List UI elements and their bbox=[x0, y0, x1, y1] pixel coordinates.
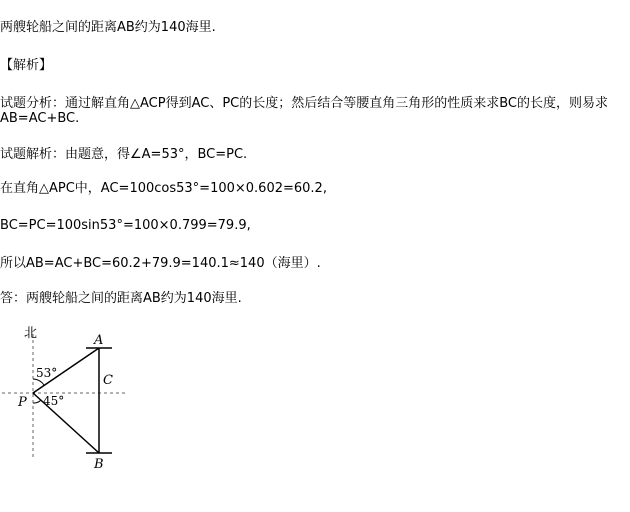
point-c-label: C bbox=[103, 373, 113, 388]
answer-line: 答：两艘轮船之间的距离AB约为140海里. bbox=[0, 291, 242, 306]
north-label: 北 bbox=[24, 326, 38, 341]
angle-45-label: 45° bbox=[43, 394, 65, 408]
analysis-heading: 【解析】 bbox=[0, 58, 53, 73]
geometry-figure bbox=[0, 318, 160, 478]
intro-line: 两艘轮船之间的距离AB约为140海里. bbox=[0, 20, 216, 35]
step-bc-line: BC=PC=100sin53°=100×0.799=79.9, bbox=[0, 218, 251, 233]
point-p-label: P bbox=[18, 395, 27, 410]
analysis-paragraph: 试题分析：通过解直角△ACP得到AC、PC的长度；然后结合等腰直角三角形的性质来求BC的长度，则易求AB=AC+BC. bbox=[0, 96, 609, 126]
solution-line: 试题解析：由题意，得∠A=53°，BC=PC. bbox=[0, 147, 248, 162]
point-b-label: B bbox=[94, 457, 104, 472]
angle-53-label: 53° bbox=[36, 366, 58, 380]
angle-arc-45 bbox=[33, 400, 41, 403]
point-a-label: A bbox=[94, 333, 104, 348]
step-sum-line: 所以AB=AC+BC=60.2+79.9=140.1≈140（海里）. bbox=[0, 256, 321, 271]
step-ac-line: 在直角△APC中，AC=100cos53°=100×0.602=60.2, bbox=[0, 181, 327, 196]
